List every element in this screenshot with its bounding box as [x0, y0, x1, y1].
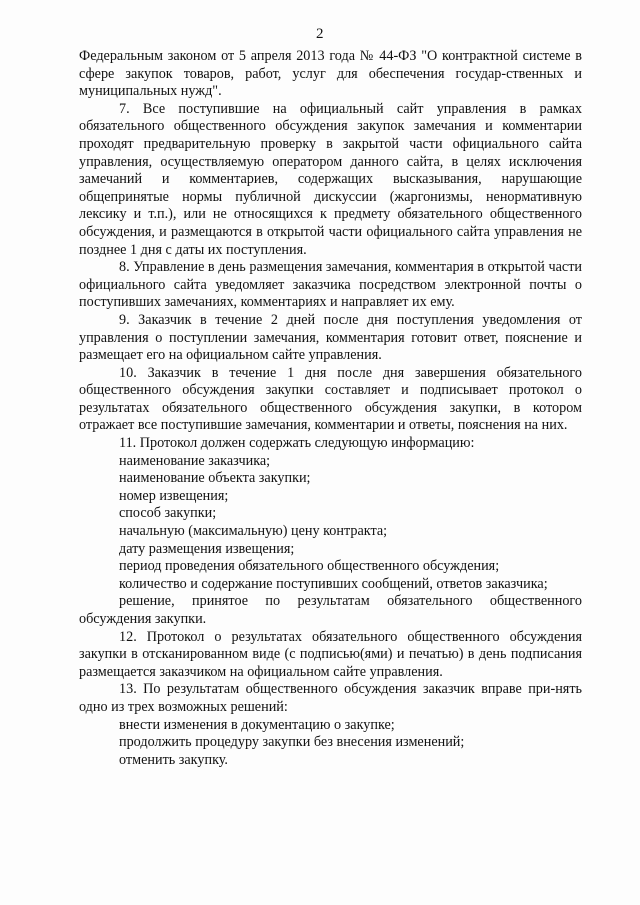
decision-item: внести изменения в документацию о закупке;	[119, 716, 395, 733]
protocol-item: наименование объекта закупки;	[119, 470, 311, 487]
decision-item: отменить закупку.	[119, 751, 228, 768]
protocol-item: период проведения обязательного общественного обсуждения;	[119, 558, 500, 575]
protocol-item: способ закупки;	[119, 505, 217, 522]
paragraph-7: 7. Все поступившие на официальный сайт управления в рамках обязательного общественного обсуждения закупок замечания и комментарии проходят предварительную проверку в закрытой части официального сайта управления, осуществляемую оператором данного сайта, в целях исключения замечаний и комментариев, содержащих высказывания, нарушающие общепринятые нормы публичной дискуссии (жаргонизмы, ненормативную лексику и т.п.), или не относящихся к предмету обязательного общественного обсуждения, и размещаются в открытой части официального сайта управления не позднее 1 дня с даты их поступления.	[79, 100, 582, 258]
decision-item: продолжить процедуру закупки без внесения изменений;	[119, 734, 465, 751]
paragraph-12: 12. Протокол о результатах обязательного общественного обсуждения закупки в отсканированном виде (с подписью(ями) и печатью) в день подписания размещается заказчиком на официальном сайте управления.	[79, 628, 582, 680]
protocol-item: дату размещения извещения;	[119, 540, 295, 557]
document-body	[79, 48, 582, 769]
paragraph-8: 8. Управление в день размещения замечания, комментария в открытой части официального сайта уведомляет заказчика посредством электронной почты о поступивших замечаниях, комментариях и направляет их ему.	[79, 259, 582, 311]
paragraph-9: 9. Заказчик в течение 2 дней после дня поступления уведомления от управления о поступлении замечания, комментария готовит ответ, пояснение и размещает его на официальном сайте управления.	[79, 311, 582, 364]
paragraph-10: 10. Заказчик в течение 1 дня после дня завершения обязательного общественного обсуждения закупки составляет и подписывает протокол о результатах обязательного общественного обсуждения закупки, в котором отражает все поступившие замечания, комментарии и ответы, пояснения на них.	[79, 364, 582, 434]
protocol-item: начальную (максимальную) цену контракта;	[119, 523, 388, 540]
paragraph-13: 13. По результатам общественного обсуждения заказчик вправе при-нять одно из трех возможных решений:	[79, 681, 582, 715]
paragraph-11: 11. Протокол должен содержать следующую информацию:	[119, 435, 475, 452]
protocol-item: наименование заказчика;	[119, 452, 271, 469]
protocol-item: номер извещения;	[119, 487, 229, 504]
page-number: 2	[316, 26, 324, 42]
protocol-item: количество и содержание поступивших сообщений, ответов заказчика;	[119, 575, 548, 592]
paragraph-continuation: Федеральным законом от 5 апреля 2013 года № 44-ФЗ "О контрактной системе в сфере закупок товаров, работ, услуг для обеспечения государ-ственных и муниципальных нужд".	[79, 48, 582, 100]
protocol-item: решение, принятое по результатам обязательного общественного обсуждения закупки.	[79, 593, 582, 627]
